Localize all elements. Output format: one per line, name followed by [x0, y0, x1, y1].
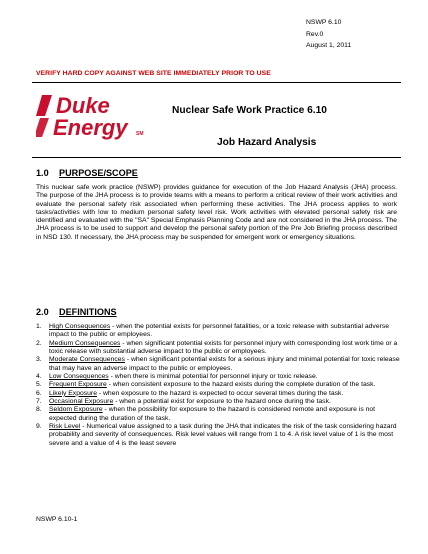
definition-item: [36, 340, 400, 357]
definition-term: Low Consequences: [49, 373, 109, 381]
definition-item: [36, 406, 400, 423]
document-title: Nuclear Safe Work Practice 6.10: [172, 105, 327, 116]
definition-text: - when a potential exist for exposure to the hazard once during the task.: [113, 398, 331, 406]
definition-text: - when significant potential exists for a serious injury and minimal potential for toxic release that may have an adverse impact to the public or employees.: [49, 356, 400, 372]
definition-text: - when the potential exists for personnel fatalities, or a toxic release with substantial adverse impact to the public or employees.: [49, 323, 390, 339]
definition-term: Risk Level: [49, 423, 81, 431]
definition-term: Medium Consequences: [49, 339, 121, 347]
definition-item: [36, 373, 400, 381]
definition-number: 1.: [36, 323, 42, 330]
document-header: [306, 17, 351, 52]
definition-item: [36, 390, 400, 398]
definition-item: [36, 381, 400, 389]
section-1-body: This nuclear safe work practice (NSWP) provides guidance for execution of the Job Hazard Analysis (JHA) process. The purpose of the JHA process is to provide teams with a means to perform a critical review of their work activities and evaluate the personal safety risk associated when performing these activities. The JHA process applies to work tasks/activities with low to medium personal safety level risk. Work activities with elevated personal safety risk are identified and evaluated with the "SA" Special Emphasis Planning Code and are not considered in the JHA process. The JHA process is to be used to support and develop the personal safety portion of the Pre Job Briefing process described in NSD 130. If necessary, the JHA process may be suspended for emergent work or emergency situations.: [36, 184, 397, 241]
logo-line-2: Energy: [53, 115, 128, 140]
duke-energy-logo: [36, 91, 158, 141]
doc-id: NSWP 6.10: [306, 19, 342, 26]
section-number: 1.0: [36, 168, 49, 178]
section-title: DEFINITIONS: [59, 307, 117, 317]
section-number: 2.0: [36, 307, 49, 317]
definition-item: [36, 398, 400, 406]
definition-number: 7.: [36, 398, 42, 406]
definition-term: Moderate Consequences: [49, 356, 125, 364]
definition-number: 8.: [36, 406, 42, 414]
document-subtitle: Job Hazard Analysis: [217, 137, 317, 148]
definition-term: Likely Exposure: [49, 389, 97, 397]
definition-text: - when significant potential exists for personnel injury with corresponding lost work time or a toxic release with substantial adverse impact to the public or employees.: [49, 339, 398, 356]
issue-date: August 1, 2011: [306, 42, 352, 50]
definition-term: High Consequences: [49, 323, 111, 330]
definition-number: 5.: [36, 381, 42, 389]
section-title: PURPOSE/SCOPE: [59, 168, 138, 178]
definitions-list: [36, 323, 400, 448]
verify-notice: VERIFY HARD COPY AGAINST WEB SITE IMMEDIATELY PRIOR TO USE: [36, 70, 271, 77]
title-block: [32, 82, 401, 158]
definition-text: - when the possibility for exposure to the hazard is considered remote and exposure is not expected during the duration of the task.: [49, 406, 376, 422]
definition-number: 2.: [36, 339, 42, 347]
definition-item: [36, 323, 400, 340]
logo-mark: SM: [136, 131, 144, 137]
definition-text: - when there is minimal potential for personnel injury or toxic release.: [108, 373, 318, 381]
definition-item: [36, 423, 400, 448]
definition-text: - when exposure to the hazard is expected to occur several times during the task.: [96, 389, 344, 397]
definition-term: Seldom Exposure: [49, 406, 103, 414]
logo-line-1: Duke: [56, 93, 110, 118]
definition-number: 6.: [36, 389, 42, 397]
definition-number: 4.: [36, 373, 42, 381]
section-2-heading: [36, 307, 117, 317]
definition-text: - when consistent exposure to the hazard exists during the complete duration of the task.: [106, 381, 376, 389]
page-footer: NSWP 6.10-1: [36, 516, 78, 523]
section-1-heading: [36, 168, 138, 178]
definition-number: 3.: [36, 356, 42, 364]
definition-term: Occasional Exposure: [49, 398, 114, 406]
definition-number: 9.: [36, 423, 42, 431]
definition-term: Frequent Exposure: [49, 381, 107, 389]
definition-text: - Numerical value assigned to a task during the JHA that indicates the risk of the task considering hazard probability and severity of consequences. Risk level values will range from 1 to 4. A risk level value of 1 is the most severe and a value of 4 is the least severe: [49, 423, 397, 447]
definition-item: [36, 356, 400, 373]
revision: Rev.0: [306, 30, 324, 38]
